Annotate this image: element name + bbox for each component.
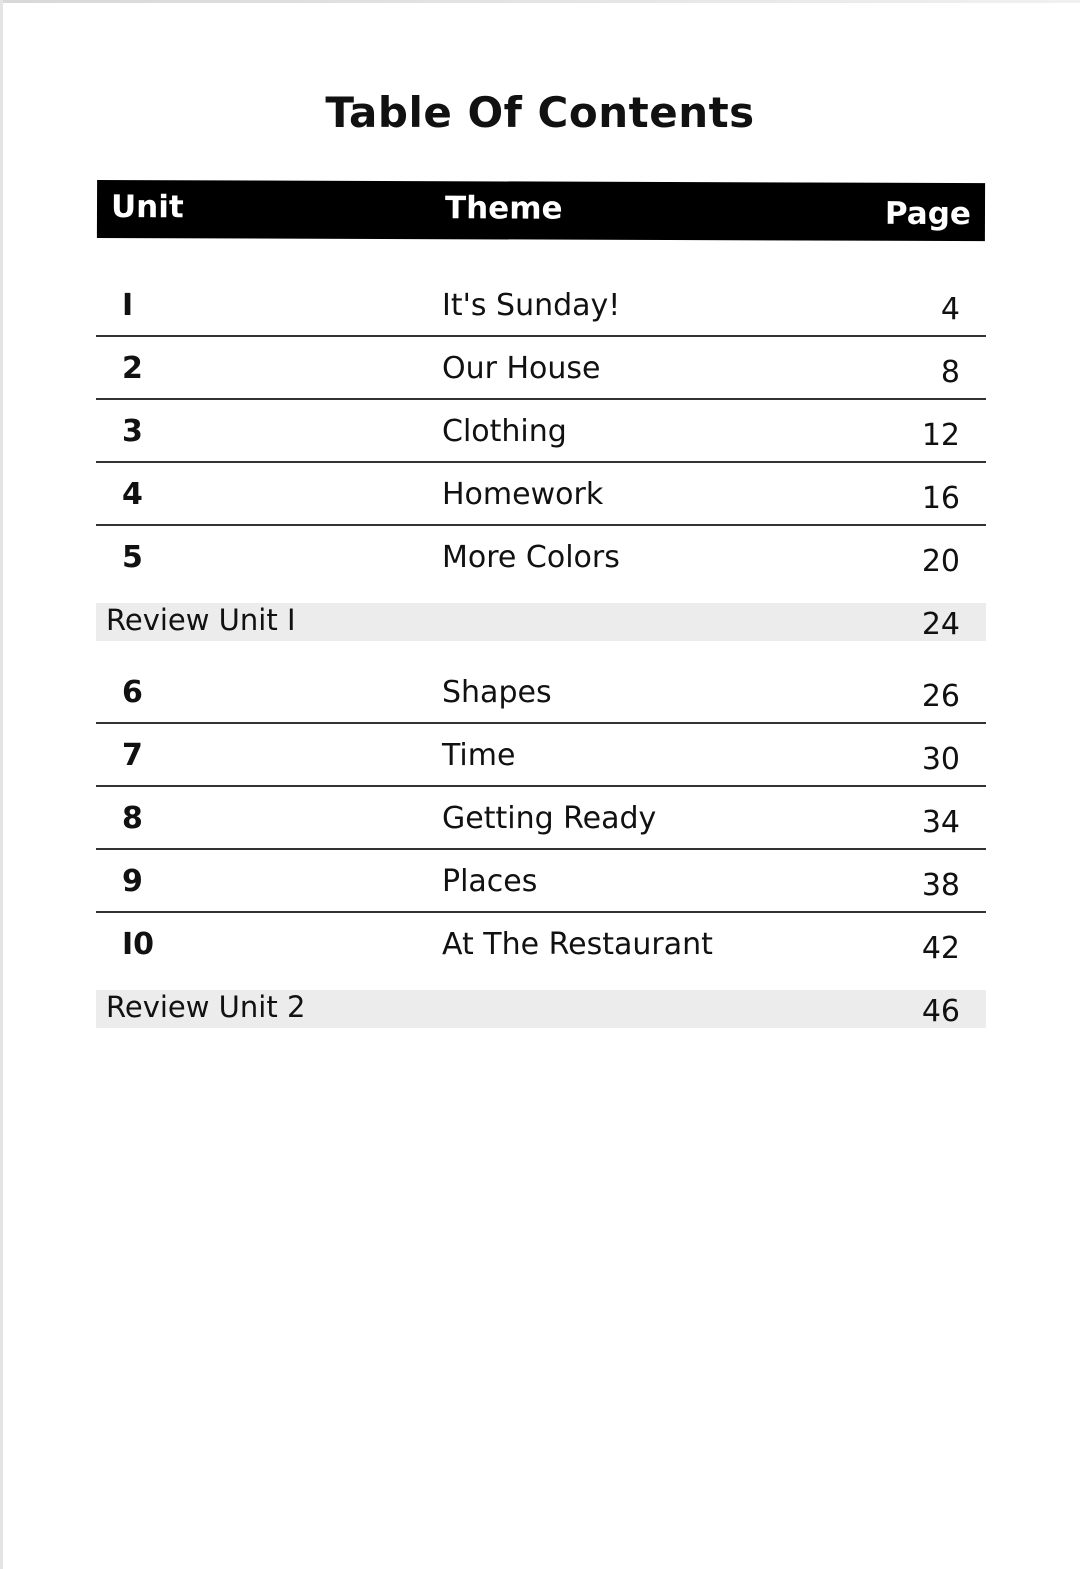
unit-cell: 7: [122, 738, 143, 773]
review-row: [96, 990, 986, 1028]
page-left-edge: [0, 0, 3, 1569]
table-row: [96, 661, 986, 724]
theme-cell: At The Restaurant: [442, 927, 713, 962]
column-header-page: Page: [884, 195, 972, 233]
page-cell: 20: [921, 544, 960, 579]
page-cell: 26: [921, 679, 960, 714]
page-title: Table Of Contents: [325, 88, 755, 137]
unit-cell: 3: [122, 414, 143, 449]
table-row: [96, 463, 986, 526]
theme-cell: Time: [442, 738, 516, 773]
column-header-theme: Theme: [444, 190, 563, 227]
unit-cell: 4: [122, 477, 143, 512]
page-cell: 30: [921, 742, 960, 777]
table-row: [96, 274, 986, 337]
unit-cell: I0: [122, 927, 155, 962]
unit-cell: Review Unit I: [106, 603, 296, 637]
page-cell: 8: [940, 355, 960, 390]
page-cell: 4: [940, 292, 960, 327]
page-cell: 12: [921, 418, 960, 453]
theme-cell: It's Sunday!: [442, 288, 621, 323]
unit-cell: 5: [122, 540, 143, 575]
theme-cell: Clothing: [442, 414, 567, 449]
table-row: [96, 724, 986, 787]
theme-cell: Homework: [442, 477, 604, 512]
page-cell: 46: [921, 994, 960, 1029]
page-top-edge: [0, 0, 1080, 3]
unit-cell: 9: [122, 864, 143, 899]
page-cell: 16: [921, 481, 960, 516]
unit-cell: 8: [122, 801, 143, 836]
page-cell: 38: [921, 868, 960, 903]
table-row: [96, 526, 986, 587]
table-header: [97, 180, 985, 241]
contents-table: [96, 274, 986, 1048]
table-row: [96, 787, 986, 850]
column-header-unit: Unit: [110, 189, 184, 226]
page-cell: 34: [921, 805, 960, 840]
unit-cell: Review Unit 2: [106, 990, 306, 1024]
page-cell: 24: [921, 607, 960, 642]
unit-cell: 6: [122, 675, 143, 710]
theme-cell: Our House: [442, 351, 601, 386]
theme-cell: Shapes: [442, 675, 552, 710]
review-row: [96, 603, 986, 641]
table-row: [96, 400, 986, 463]
table-row: [96, 850, 986, 913]
unit-cell: 2: [122, 351, 143, 386]
unit-cell: I: [122, 288, 134, 323]
table-row: [96, 913, 986, 974]
table-row: [96, 337, 986, 400]
theme-cell: Places: [442, 864, 538, 899]
page-cell: 42: [921, 931, 960, 966]
theme-cell: More Colors: [442, 540, 620, 575]
theme-cell: Getting Ready: [442, 801, 657, 836]
